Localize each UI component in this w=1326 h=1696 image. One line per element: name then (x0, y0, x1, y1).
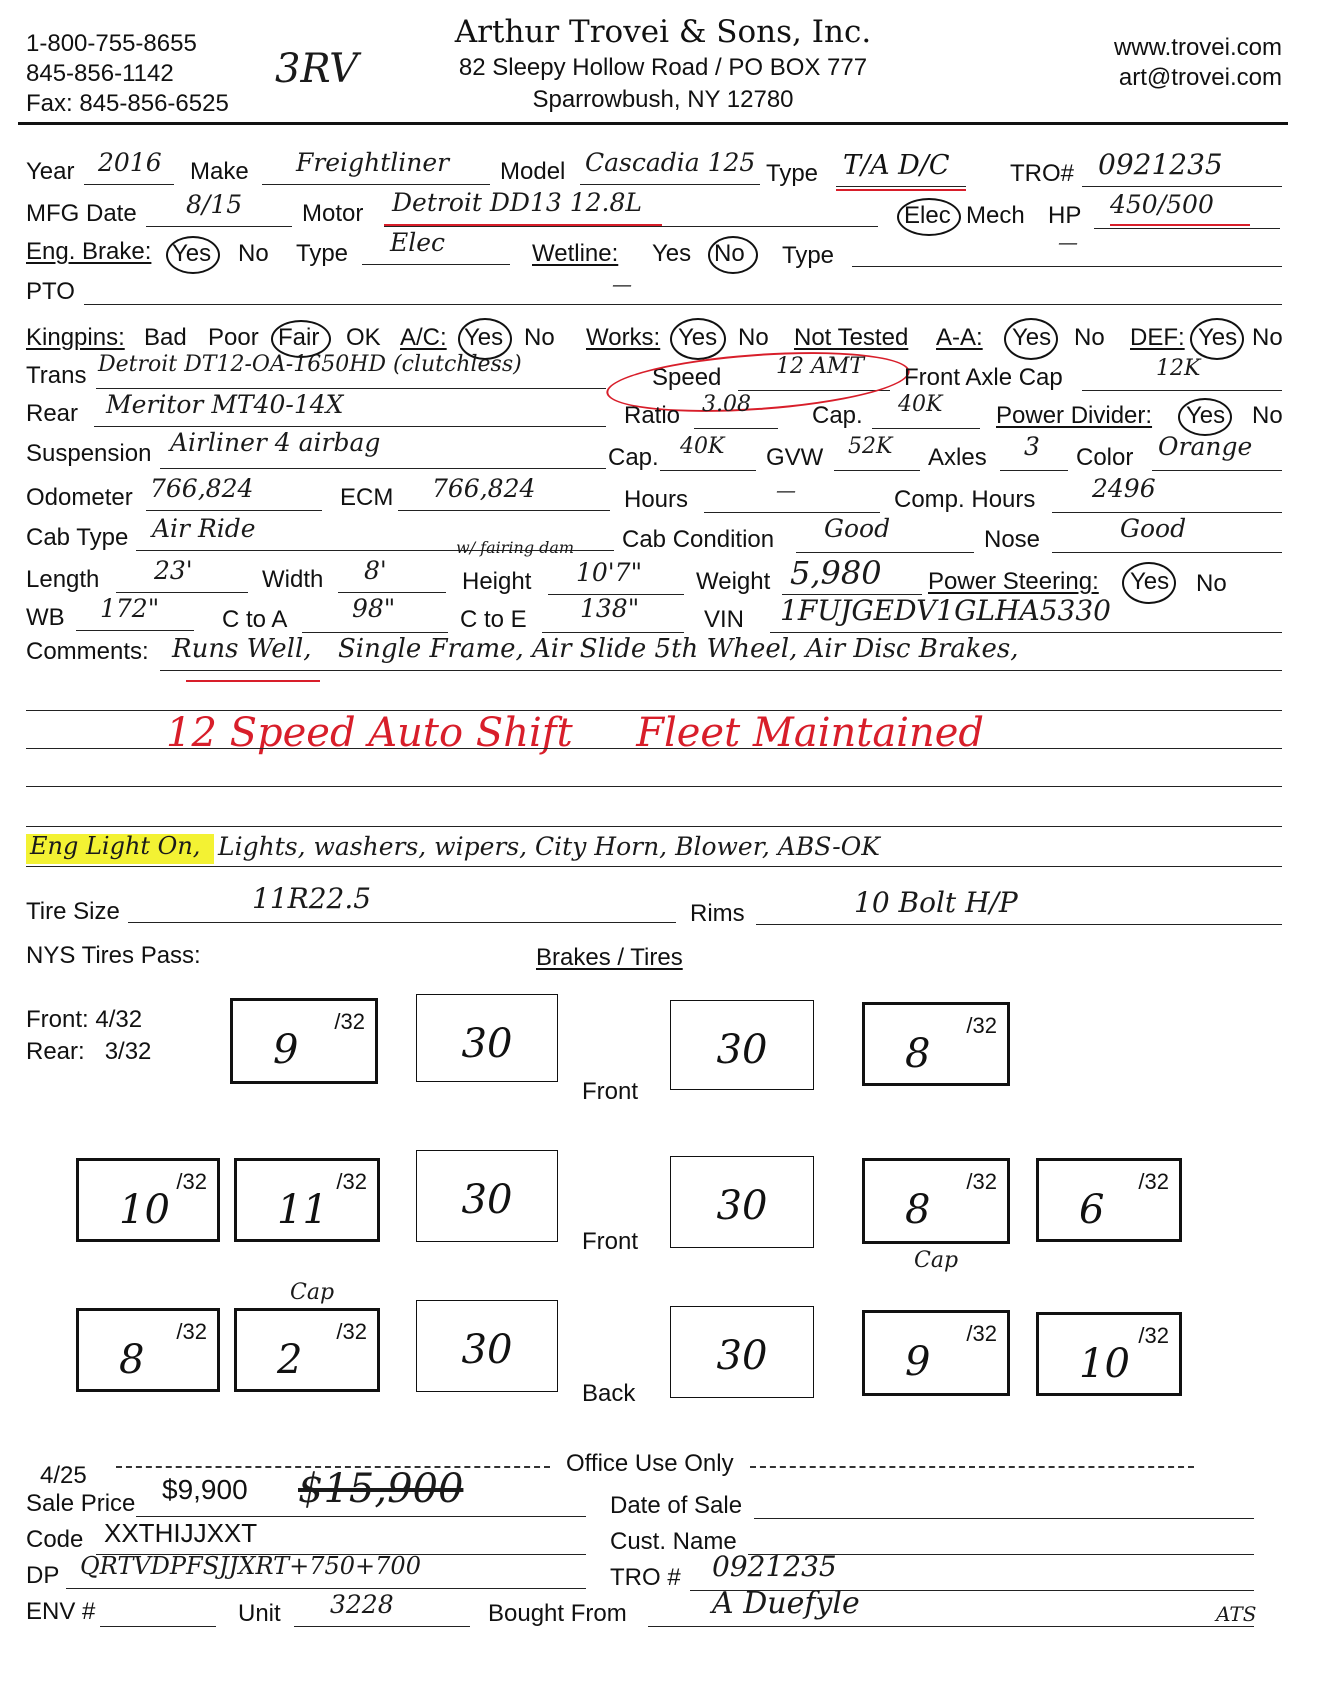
circle-def-yes (1190, 318, 1244, 360)
works-not-tested: Not Tested (794, 324, 909, 351)
label-front-axle-2: Front (582, 1228, 639, 1255)
label-rear-cap: Cap. (812, 402, 863, 429)
handwritten-code: 3RV (275, 46, 359, 92)
value-code: XXTHIJJXXT (104, 1518, 258, 1548)
label-c-to-a: C to A (222, 606, 288, 633)
comments-line3: Lights, washers, wipers, City Horn, Blower, ABS-OK (218, 832, 880, 861)
brake-row1-right: 30 (670, 1000, 814, 1090)
value-vin: 1FUJGEDV1GLHA5330 (780, 594, 1111, 627)
power-divider-yes: Yes (1186, 402, 1226, 429)
label-eng-brake: Eng. Brake: (26, 238, 152, 265)
label-width: Width (262, 566, 324, 593)
tire-row2-right-outer: 6 /32 (1036, 1158, 1182, 1242)
label-works: Works: (586, 324, 661, 351)
label-hp: HP (1048, 202, 1082, 229)
label-length: Length (26, 566, 100, 593)
value-motor: Detroit DD13 12.8L (392, 188, 642, 217)
red-underline-runs-well (186, 680, 320, 682)
label-cab-type: Cab Type (26, 524, 129, 551)
label-elec: Elec (904, 202, 951, 229)
label-ratio: Ratio (624, 402, 681, 429)
company-address-2: Sparrowbush, NY 12780 (532, 86, 794, 113)
label-suspension: Suspension (26, 440, 152, 467)
value-hours: — (776, 478, 796, 502)
value-gvw: 52K (848, 434, 893, 459)
circle-works-yes (670, 318, 726, 360)
label-color: Color (1076, 444, 1134, 471)
circle-power-steering-yes (1122, 562, 1176, 604)
label-date-of-sale: Date of Sale (610, 1492, 743, 1519)
email: art@trovei.com (1118, 64, 1282, 91)
value-ecm: 766,824 (432, 474, 536, 503)
value-year: 2016 (98, 148, 162, 177)
kingpins-fair: Fair (278, 324, 320, 351)
circle-power-divider-yes (1178, 398, 1232, 436)
label-unit: Unit (238, 1600, 281, 1627)
ac-yes: Yes (464, 324, 504, 351)
office-date-note: 4/25 (40, 1462, 87, 1489)
value-height: 10'7" (576, 558, 643, 587)
brake-row3-left: 30 (416, 1300, 558, 1392)
label-tire-size: Tire Size (26, 898, 120, 925)
circle-elec (897, 198, 961, 236)
circle-eng-brake-yes (166, 236, 220, 274)
label-c-to-e: C to E (460, 606, 527, 633)
label-pto: PTO (26, 278, 75, 305)
label-gvw: GVW (766, 444, 824, 471)
eng-brake-no: No (238, 240, 269, 267)
tire-row3-left-inner-note: Cap (290, 1280, 335, 1305)
label-power-divider: Power Divider: (996, 402, 1153, 429)
brake-row3-right: 30 (670, 1306, 814, 1398)
value-type: T/A D/C (843, 150, 950, 181)
circle-aa-yes (1004, 318, 1058, 360)
label-year: Year (26, 158, 75, 185)
wetline-no: No (714, 240, 745, 267)
value-trans: Detroit DT12-OA-1650HD (clutchless) (98, 352, 522, 377)
label-tro: TRO# (1010, 160, 1075, 187)
value-pto: — (612, 272, 632, 296)
comments-line1: Single Frame, Air Slide 5th Wheel, Air Disc Brakes, (338, 634, 1019, 664)
label-type: Type (766, 160, 819, 187)
label-rear: Rear (26, 400, 79, 427)
label-sale-price: Sale Price (26, 1490, 136, 1517)
label-ecm: ECM (340, 484, 394, 511)
ac-no: No (524, 324, 555, 351)
comments-line1-runs-well: Runs Well, (172, 634, 312, 664)
value-rims: 10 Bolt H/P (854, 886, 1018, 919)
label-eng-brake-type: Type (296, 240, 349, 267)
value-susp-cap: 40K (680, 434, 725, 459)
label-trans: Trans (26, 362, 87, 389)
label-office-use-only: Office Use Only (566, 1450, 734, 1477)
tire-row2-left-outer: 10 /32 (76, 1158, 220, 1242)
label-height: Height (462, 568, 532, 595)
website: www.trovei.com (1113, 34, 1282, 61)
value-front-axle-cap: 12K (1156, 356, 1201, 381)
label-env: ENV # (26, 1598, 96, 1625)
label-bought-from: Bought From (488, 1600, 627, 1627)
aa-no: No (1074, 324, 1105, 351)
label-code: Code (26, 1526, 84, 1553)
front-min-tread: Front: 4/32 (26, 1006, 143, 1033)
label-comp-hours: Comp. Hours (894, 486, 1036, 513)
comments-line2-red: 12 Speed Auto Shift Fleet Maintained (166, 710, 985, 756)
kingpins-poor: Poor (208, 324, 259, 351)
label-odometer: Odometer (26, 484, 133, 511)
label-susp-cap: Cap. (608, 444, 659, 471)
value-c-to-e: 138" (580, 594, 640, 623)
works-yes: Yes (678, 324, 718, 351)
def-yes: Yes (1198, 324, 1238, 351)
value-c-to-a: 98" (352, 594, 396, 623)
value-axles: 3 (1024, 432, 1040, 461)
label-ac: A/C: (400, 324, 447, 351)
label-tro-office: TRO # (610, 1564, 681, 1591)
red-underline-hp (1110, 224, 1250, 226)
value-length: 23' (154, 556, 193, 585)
tire-row3-left-outer: 8 /32 (76, 1308, 220, 1392)
circle-wetline-no (708, 236, 758, 274)
label-hours: Hours (624, 486, 689, 513)
phone-local: 845-856-1142 (26, 60, 174, 87)
company-address-1: 82 Sleepy Hollow Road / PO BOX 777 (458, 54, 868, 81)
value-comp-hours: 2496 (1092, 474, 1156, 503)
tire-row3-right-inner: 9 /32 (862, 1310, 1010, 1396)
brake-row2-left: 30 (416, 1150, 558, 1242)
power-steering-yes: Yes (1130, 568, 1170, 595)
label-mech: Mech (966, 202, 1025, 229)
label-wetline-type: Type (782, 242, 835, 269)
power-steering-no: No (1196, 570, 1227, 597)
value-mfg-date: 8/15 (186, 190, 243, 219)
value-cab-note: w/ fairing dam (456, 538, 575, 557)
office-dash-right (750, 1466, 1194, 1468)
value-bought-from: A Duefyle (712, 1586, 860, 1621)
label-cab-condition: Cab Condition (622, 526, 775, 553)
company-name: Arthur Trovei & Sons, Inc. (454, 14, 872, 50)
value-speed: 12 AMT (776, 354, 865, 379)
label-vin: VIN (704, 606, 745, 633)
label-dp: DP (26, 1562, 60, 1589)
label-power-steering: Power Steering: (928, 568, 1099, 595)
tire-row1-left-outer: 9 /32 (230, 998, 378, 1084)
label-mfg-date: MFG Date (26, 200, 137, 227)
works-no: No (738, 324, 769, 351)
value-cab-condition: Good (824, 514, 891, 543)
value-dp: QRTVDPFSJJXRT+750+700 (80, 1552, 421, 1580)
wetline-yes: Yes (652, 240, 692, 267)
red-underline-type (836, 189, 966, 191)
value-model: Cascadia 125 (585, 148, 756, 177)
value-weight: 5,980 (790, 554, 882, 592)
label-def: DEF: (1130, 324, 1185, 351)
phone-tollfree: 1-800-755-8655 (26, 30, 197, 57)
value-ratio: 3.08 (702, 392, 751, 417)
kingpins-bad: Bad (144, 324, 187, 351)
label-model: Model (500, 158, 566, 185)
value-nose: Good (1120, 514, 1187, 543)
def-no: No (1252, 324, 1283, 351)
label-comments: Comments: (26, 638, 149, 665)
label-cust-name: Cust. Name (610, 1528, 737, 1555)
label-brakes-tires: Brakes / Tires (536, 944, 683, 971)
label-wetline: Wetline: (532, 240, 619, 267)
tire-row2-right-inner-note: Cap (914, 1248, 959, 1273)
label-nose: Nose (984, 526, 1041, 553)
label-front-axle-cap: Front Axle Cap (904, 364, 1063, 391)
tire-row3-right-outer: 10 /32 (1036, 1312, 1182, 1396)
label-kingpins: Kingpins: (26, 324, 125, 351)
value-unit: 3228 (330, 1590, 394, 1619)
value-hp: 450/500 (1110, 190, 1214, 219)
label-back-axle: Back (582, 1380, 636, 1407)
label-axles: Axles (928, 444, 987, 471)
sale-price-handwritten: $15,900 (298, 1466, 464, 1512)
value-eng-brake-type: Elec (390, 228, 446, 257)
initials: ATS (1216, 1602, 1257, 1626)
header-rule (18, 122, 1288, 125)
tire-row3-left-inner: 2 /32 (234, 1308, 380, 1392)
brake-row2-right: 30 (670, 1156, 814, 1248)
red-underline-motor (384, 224, 662, 226)
label-speed: Speed (652, 364, 722, 391)
value-color: Orange (1158, 432, 1253, 461)
tire-row2-left-inner: 11 /32 (234, 1158, 380, 1242)
kingpins-ok: OK (346, 324, 381, 351)
value-cab-type: Air Ride (152, 514, 256, 543)
label-weight: Weight (696, 568, 771, 595)
label-aa: A-A: (936, 324, 983, 351)
rear-min-tread: Rear: 3/32 (26, 1038, 152, 1065)
brake-row1-left: 30 (416, 994, 558, 1082)
value-odometer: 766,824 (150, 474, 254, 503)
label-make: Make (190, 158, 249, 185)
value-rear-cap: 40K (898, 392, 943, 417)
value-wb: 172" (100, 594, 160, 623)
value-wetline-type: — (1058, 230, 1078, 254)
value-make: Freightliner (296, 148, 450, 177)
sale-price-original: $9,900 (162, 1474, 248, 1505)
value-width: 8' (364, 556, 387, 585)
power-divider-no: No (1252, 402, 1283, 429)
aa-yes: Yes (1012, 324, 1052, 351)
label-motor: Motor (302, 200, 364, 227)
label-wb: WB (26, 604, 65, 631)
value-tro: 0921235 (1098, 148, 1223, 181)
value-rear: Meritor MT40-14X (106, 390, 344, 419)
label-rims: Rims (690, 900, 745, 927)
value-suspension: Airliner 4 airbag (170, 428, 381, 457)
label-front-axle-1: Front (582, 1078, 639, 1105)
eng-brake-yes: Yes (172, 240, 212, 267)
fax-number: Fax: 845-856-6525 (26, 90, 229, 117)
label-nys-tires-pass: NYS Tires Pass: (26, 942, 201, 969)
value-tro-office: 0921235 (712, 1550, 837, 1583)
tire-row1-right-outer: 8 /32 (862, 1002, 1010, 1086)
tire-row2-right-inner: 8 /32 (862, 1158, 1010, 1244)
comments-eng-light-on: Eng Light On, (30, 832, 201, 860)
value-tire-size: 11R22.5 (252, 882, 372, 915)
